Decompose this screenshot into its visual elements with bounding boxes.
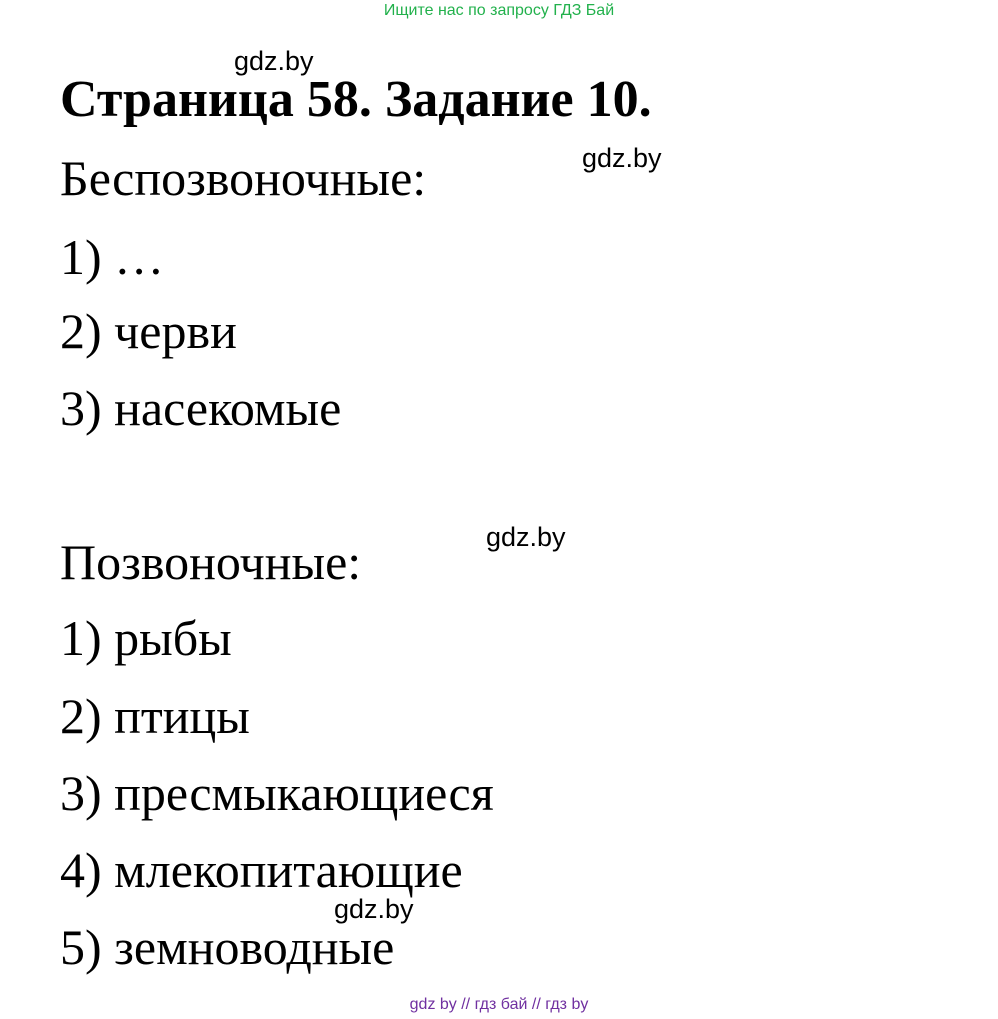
vertebrates-item: 4) млекопитающие — [60, 842, 463, 898]
vertebrates-heading: Позвоночные: — [60, 534, 362, 590]
vertebrates-item: 2) птицы — [60, 688, 250, 744]
vertebrates-item: 5) земноводные — [60, 919, 395, 975]
footer-links[interactable]: gdz by // гдз бай // гдз by — [409, 996, 589, 1013]
watermark-text: gdz.by — [234, 46, 314, 76]
invertebrates-heading: Беспозвоночные: — [60, 150, 427, 206]
invertebrates-item: 2) черви — [60, 303, 237, 359]
watermark-text: gdz.by — [334, 894, 414, 924]
watermark-text: gdz.by — [582, 143, 662, 173]
invertebrates-item: 1) … — [60, 229, 165, 285]
top-banner-link[interactable]: Ищите нас по запросу ГДЗ Бай — [383, 2, 615, 19]
watermark-text: gdz.by — [486, 522, 566, 552]
page-title: Страница 58. Задание 10. — [60, 71, 652, 128]
vertebrates-item: 3) пресмыкающиеся — [60, 765, 494, 821]
vertebrates-item: 1) рыбы — [60, 610, 232, 666]
invertebrates-item: 3) насекомые — [60, 380, 342, 436]
